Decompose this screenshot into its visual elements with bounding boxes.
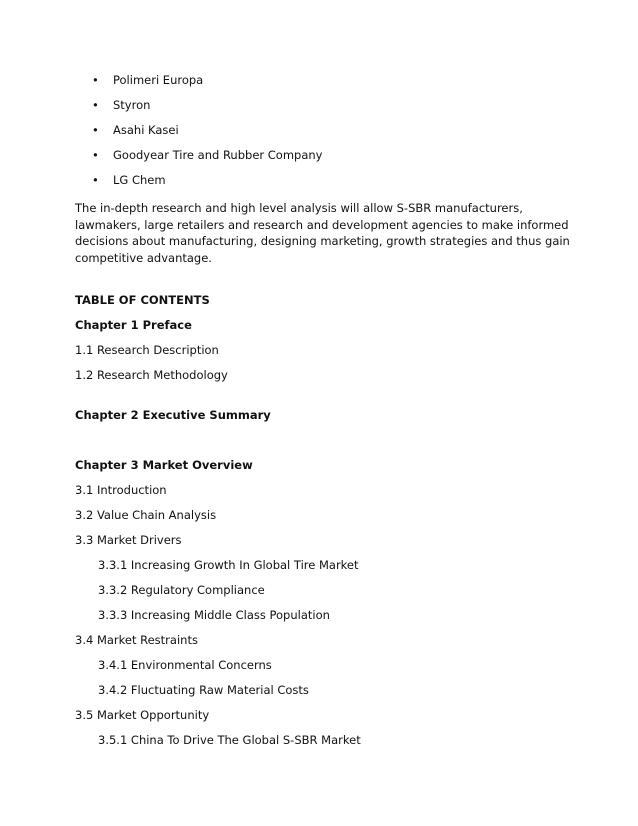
toc-section-3-2: 3.2 Value Chain Analysis [75,508,217,522]
bullet-icon: • [92,123,99,137]
toc-section-3-3-1: 3.3.1 Increasing Growth In Global Tire Market [98,558,359,572]
company-name: Goodyear Tire and Rubber Company [113,148,323,162]
bullet-icon: • [92,173,99,187]
toc-section-3-5-1: 3.5.1 China To Drive The Global S-SBR Market [98,733,361,747]
toc-section-1-2: 1.2 Research Methodology [75,368,228,382]
company-name: Asahi Kasei [113,123,179,137]
toc-section-3-4-1: 3.4.1 Environmental Concerns [98,658,272,672]
toc-heading: TABLE OF CONTENTS [75,293,210,307]
toc-chapter-2: Chapter 2 Executive Summary [75,408,271,422]
bullet-icon: • [92,148,99,162]
toc-chapter-1: Chapter 1 Preface [75,318,192,332]
table-of-contents [75,292,361,757]
summary-paragraph: The in-depth research and high level analysis will allow S-SBR manufacturers, lawmakers, large retailers and research and development agencies to make informed decisions about manufacturing, designing marketing, growth strategies and thus gain competitive advantage. [75,201,570,265]
company-name: Styron [113,98,151,112]
toc-section-3-3-2: 3.3.2 Regulatory Compliance [98,583,265,597]
bullet-icon: • [92,73,99,87]
toc-chapter-3: Chapter 3 Market Overview [75,458,253,472]
bullet-icon: • [92,98,99,112]
toc-section-3-4-2: 3.4.2 Fluctuating Raw Material Costs [98,683,309,697]
toc-section-3-1: 3.1 Introduction [75,483,167,497]
toc-section-3-5: 3.5 Market Opportunity [75,708,210,722]
company-name: LG Chem [113,173,166,187]
company-name: Polimeri Europa [113,73,204,87]
toc-section-3-3: 3.3 Market Drivers [75,533,182,547]
toc-section-3-4: 3.4 Market Restraints [75,633,198,647]
toc-section-1-1: 1.1 Research Description [75,343,219,357]
toc-section-3-3-3: 3.3.3 Increasing Middle Class Population [98,608,330,622]
